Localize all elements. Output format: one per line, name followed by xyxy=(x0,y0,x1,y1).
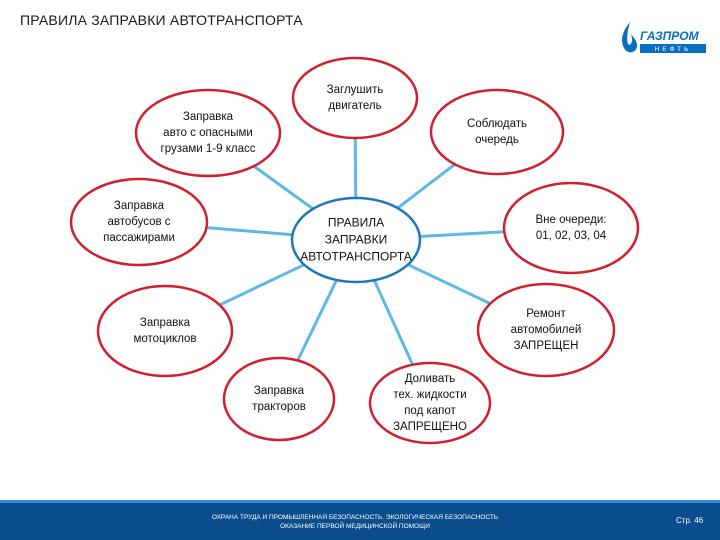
rule-label: Заглушить двигатель xyxy=(326,84,384,112)
logo-text-bottom: НЕФТЬ xyxy=(654,46,692,53)
center-label: ПРАВИЛА ЗАПРАВКИ АВТОТРАНСПОРТА xyxy=(300,215,412,264)
page-number: Стр. 46 xyxy=(676,516,704,525)
rule-label: Вне очереди: 01, 02, 03, 04 xyxy=(535,214,607,242)
rule-label: Заправка тракторов xyxy=(252,385,306,413)
rule-label: Ремонт автомобилей ЗАПРЕЩЕН xyxy=(510,308,582,352)
logo-text-top: ГАЗПРОМ xyxy=(640,29,699,43)
connector-line xyxy=(298,280,337,360)
rule-label: Заправка автобусов с пассажирами xyxy=(103,200,175,244)
page-title: ПРАВИЛА ЗАПРАВКИ АВТОТРАНСПОРТА xyxy=(20,12,303,28)
rule-label: Доливать тех. жидкости под капот ЗАПРЕЩЕНО xyxy=(393,373,467,433)
connector-line xyxy=(220,265,305,305)
connector-line xyxy=(398,164,455,208)
footer-accent xyxy=(0,500,720,503)
connector-line xyxy=(408,265,490,304)
footer-text: ОХРАНА ТРУДА И ПРОМЫШЛЕННАЯ БЕЗОПАСНОСТЬ. ЭКОЛОГИЧЕСКАЯ БЕЗОПАСНОСТЬ ОКАЗАНИЕ ПЕРВОЙ МЕДИЦИНСКОЙ ПОМОЩИ xyxy=(211,514,499,530)
rule-label: Заправка авто с опасными грузами 1-9 класс xyxy=(160,111,256,155)
rule-label: Соблюдать очередь xyxy=(467,118,527,146)
connector-line xyxy=(254,166,313,209)
connector-line xyxy=(206,228,292,235)
connector-line xyxy=(374,280,412,364)
connector-line xyxy=(420,232,504,237)
rule-label: Заправка мотоциклов xyxy=(133,317,197,345)
